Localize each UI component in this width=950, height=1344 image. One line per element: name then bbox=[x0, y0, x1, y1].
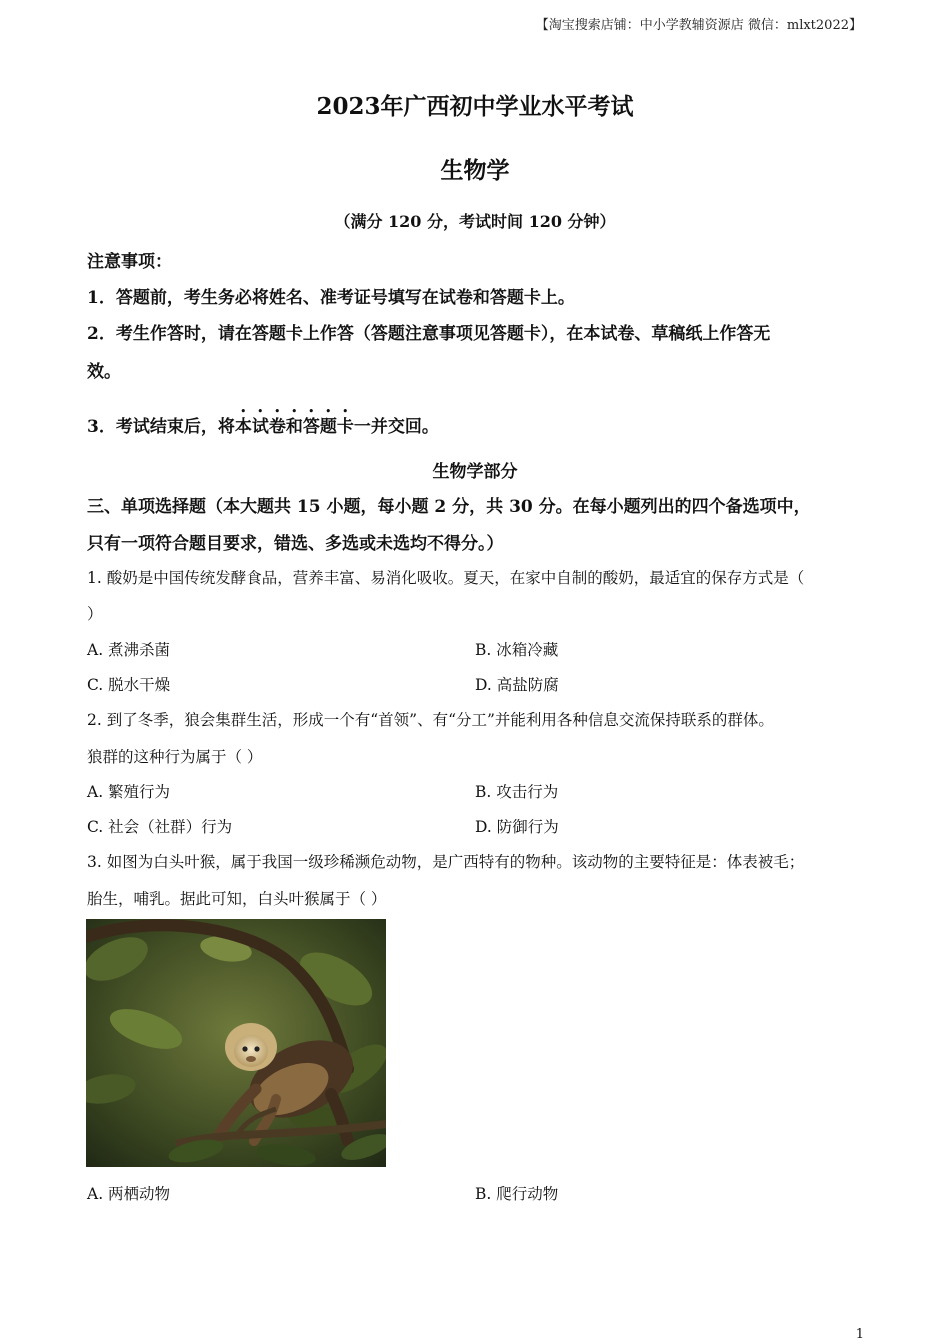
q1-option-c: C. 脱水干燥 bbox=[87, 676, 171, 694]
subject-title: 生物学 bbox=[440, 157, 510, 184]
part3-heading-line-2: 只有一项符合题目要求，错选、多选或未选均不得分。） bbox=[87, 534, 504, 554]
q2-option-a: A. 繁殖行为 bbox=[87, 783, 171, 801]
part3-heading-line-1: 三、单项选择题（本大题共 15 小题，每小题 2 分，共 30 分。在每小题列出的四个备选项中， bbox=[87, 497, 811, 517]
q2-option-b: B. 攻击行为 bbox=[475, 783, 559, 801]
q1-option-b: B. 冰箱冷藏 bbox=[475, 641, 559, 659]
score-info: （满分 120 分，考试时间 120 分钟） bbox=[334, 212, 616, 231]
exam-title: 2023年广西初中学业水平考试 bbox=[316, 93, 634, 120]
notice-item-3 bbox=[87, 407, 439, 437]
header-note: 【淘宝搜索店铺：中小学教辅资源店 微信：mlxt2022】 bbox=[535, 18, 862, 33]
q1-option-a: A. 煮沸杀菌 bbox=[87, 641, 171, 659]
q3-option-a: A. 两栖动物 bbox=[87, 1185, 171, 1203]
section-title: 生物学部分 bbox=[432, 462, 518, 482]
q2-stem-line-1: 2. 到了冬季，狼会集群生活，形成一个有“首领”、有“分工”并能利用各种信息交流保持联系的群体。 bbox=[87, 711, 774, 729]
q3-option-b: B. 爬行动物 bbox=[475, 1185, 559, 1203]
q3-stem-line-2: 胎生，哺乳。据此可知，白头叶猴属于（ ） bbox=[87, 890, 387, 908]
notice-item-3-pre: 3．考试结束后，将 bbox=[87, 417, 235, 437]
notice-item-3-post: 一并交回。 bbox=[353, 417, 439, 437]
q2-option-c: C. 社会（社群）行为 bbox=[87, 818, 233, 836]
q1-option-d: D. 高盐防腐 bbox=[475, 676, 559, 694]
q3-stem-line-1: 3. 如图为白头叶猴，属于我国一级珍稀濒危动物，是广西特有的物种。该动物的主要特征是：体表被毛； bbox=[87, 853, 805, 871]
notice-item-3-emphasis: 本试卷和答题卡 bbox=[234, 417, 354, 437]
notice-item-1: 1．答题前，考生务必将姓名、准考证号填写在试卷和答题卡上。 bbox=[87, 288, 575, 308]
notice-item-2-line-1: 2．考生作答时，请在答题卡上作答（答题注意事项见答题卡），在本试卷、草稿纸上作答无 bbox=[87, 324, 771, 344]
white-headed-langur-photo bbox=[86, 919, 386, 1167]
q1-stem-line-1: 1. 酸奶是中国传统发酵食品，营养丰富、易消化吸收。夏天，在家中自制的酸奶，最适宜的保存方式是（ bbox=[87, 569, 805, 587]
q2-stem-line-2: 狼群的这种行为属于（ ） bbox=[87, 748, 263, 766]
q1-stem-line-2: ） bbox=[87, 605, 103, 623]
notice-heading: 注意事项： bbox=[87, 252, 172, 272]
notice-item-2-line-2: 效。 bbox=[87, 362, 121, 382]
q2-option-d: D. 防御行为 bbox=[475, 818, 559, 836]
page-number: 1 bbox=[855, 1327, 864, 1342]
